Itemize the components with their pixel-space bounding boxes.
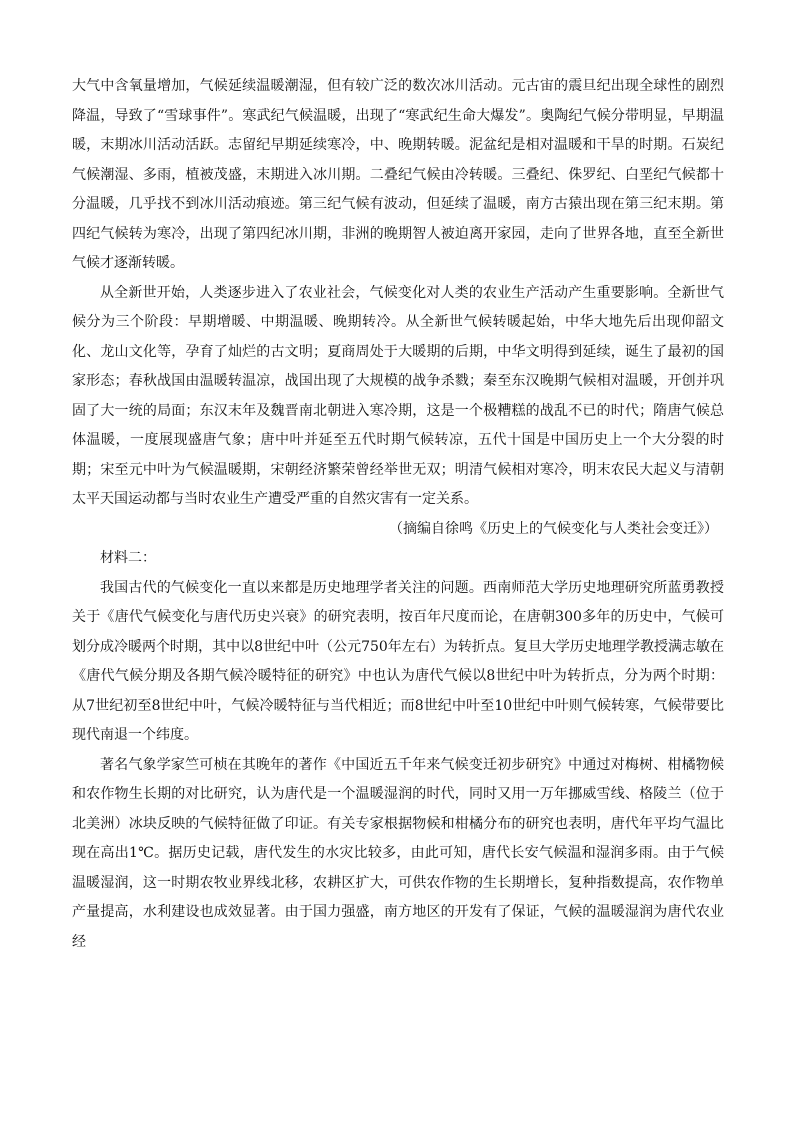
paragraph-zhu-kezhen-study: 著名气象学家竺可桢在其晚年的著作《中国近五千年来气候变迁初步研究》中通过对梅树、柑橘物候和农作物生长期的对比研究，认为唐代是一个温暖湿润的时代，同时又用一万年挪威雪线、格陵兰（位于北美洲）冰块反映的气候特征做了印证。有关专家根据物候和柑橘分布的研究也表明，唐代年平均气温比现在高出1℃。据历史记载，唐代发生的水灾比较多，由此可知，唐代长安气候温和湿润多雨。由于气候温暖湿润，这一时期农牧业界线北移，农耕区扩大，可供农作物的生长期增长，复种指数提高，农作物单产量提高，水利建设也成效显著。由于国力强盛，南方地区的开发有了保证，气候的温暖湿润为唐代农业经 [72,756,724,950]
document-page [72,72,724,957]
source-citation: （摘编自徐鸣《历史上的气候变化与人类社会变迁》） [389,520,718,537]
paragraph-tang-climate-research: 我国古代的气候变化一直以来都是历史地理学者关注的问题。西南师范大学历史地理研究所蓝勇教授关于《唐代气候变化与唐代历史兴衰》的研究表明，按百年尺度而论，在唐朝300多年的历史中，气候可划分成冷暖两个时期，其中以8世纪中叶（公元750年左右）为转折点。复旦大学历史地理学教授满志敏在《唐代气候分期及各期气候冷暖特征的研究》中也认为唐代气候以8世纪中叶为转折点，分为两个时期：从7世纪初至8世纪中叶，气候冷暖特征与当代相近；而8世纪中叶至10世纪中叶则气候转寒，气候带要比现代南退一个纬度。 [72,579,724,743]
material-two-heading: 材料二： [100,550,156,566]
paragraph-geologic-climate: 大气中含氧量增加，气候延续温暖潮湿，但有较广泛的数次冰川活动。元古宙的震旦纪出现全球性的剧烈降温，导致了“雪球事件”。寒武纪气候温暖，出现了“寒武纪生命大爆发”。奥陶纪气候分带明显，早期温暖，末期冰川活动活跃。志留纪早期延续寒冷，中、晚期转暖。泥盆纪是相对温暖和干旱的时期。石炭纪气候潮湿、多雨，植被茂盛，末期进入冰川期。二叠纪气候由冷转暖。三叠纪、侏罗纪、白垩纪气候都十分温暖，几乎找不到冰川活动痕迹。第三纪气候有波动，但延续了温暖，南方古猿出现在第三纪末期。第四纪气候转为寒冷，出现了第四纪冰川期，非洲的晚期智人被迫离开家园，走向了世界各地，直至全新世气候才逐渐转暖。 [72,78,724,271]
paragraph-holocene-climate: 从全新世开始，人类逐步进入了农业社会，气候变化对人类的农业生产活动产生重要影响。全新世气候分为三个阶段：早期增暖、中期温暖、晚期转冷。从全新世气候转暖起始，中华大地先后出现仰韶文化、龙山文化等，孕育了灿烂的古文明；夏商周处于大暖期的后期，中华文明得到延续，诞生了最初的国家形态；春秋战国由温暖转温凉，战国出现了大规模的战争杀戮；秦至东汉晚期气候相对温暖，开创并巩固了大一统的局面；东汉末年及魏晋南北朝进入寒冷期，这是一个极糟糕的战乱不已的时代；隋唐气候总体温暖，一度展现盛唐气象；唐中叶并延至五代时期气候转凉，五代十国是中国历史上一个大分裂的时期；宋至元中叶为气候温暖期，宋朝经济繁荣曾经举世无双；明清气候相对寒冷，明末农民大起义与清朝太平天国运动都与当时农业生产遭受严重的自然灾害有一定关系。 [72,284,724,507]
